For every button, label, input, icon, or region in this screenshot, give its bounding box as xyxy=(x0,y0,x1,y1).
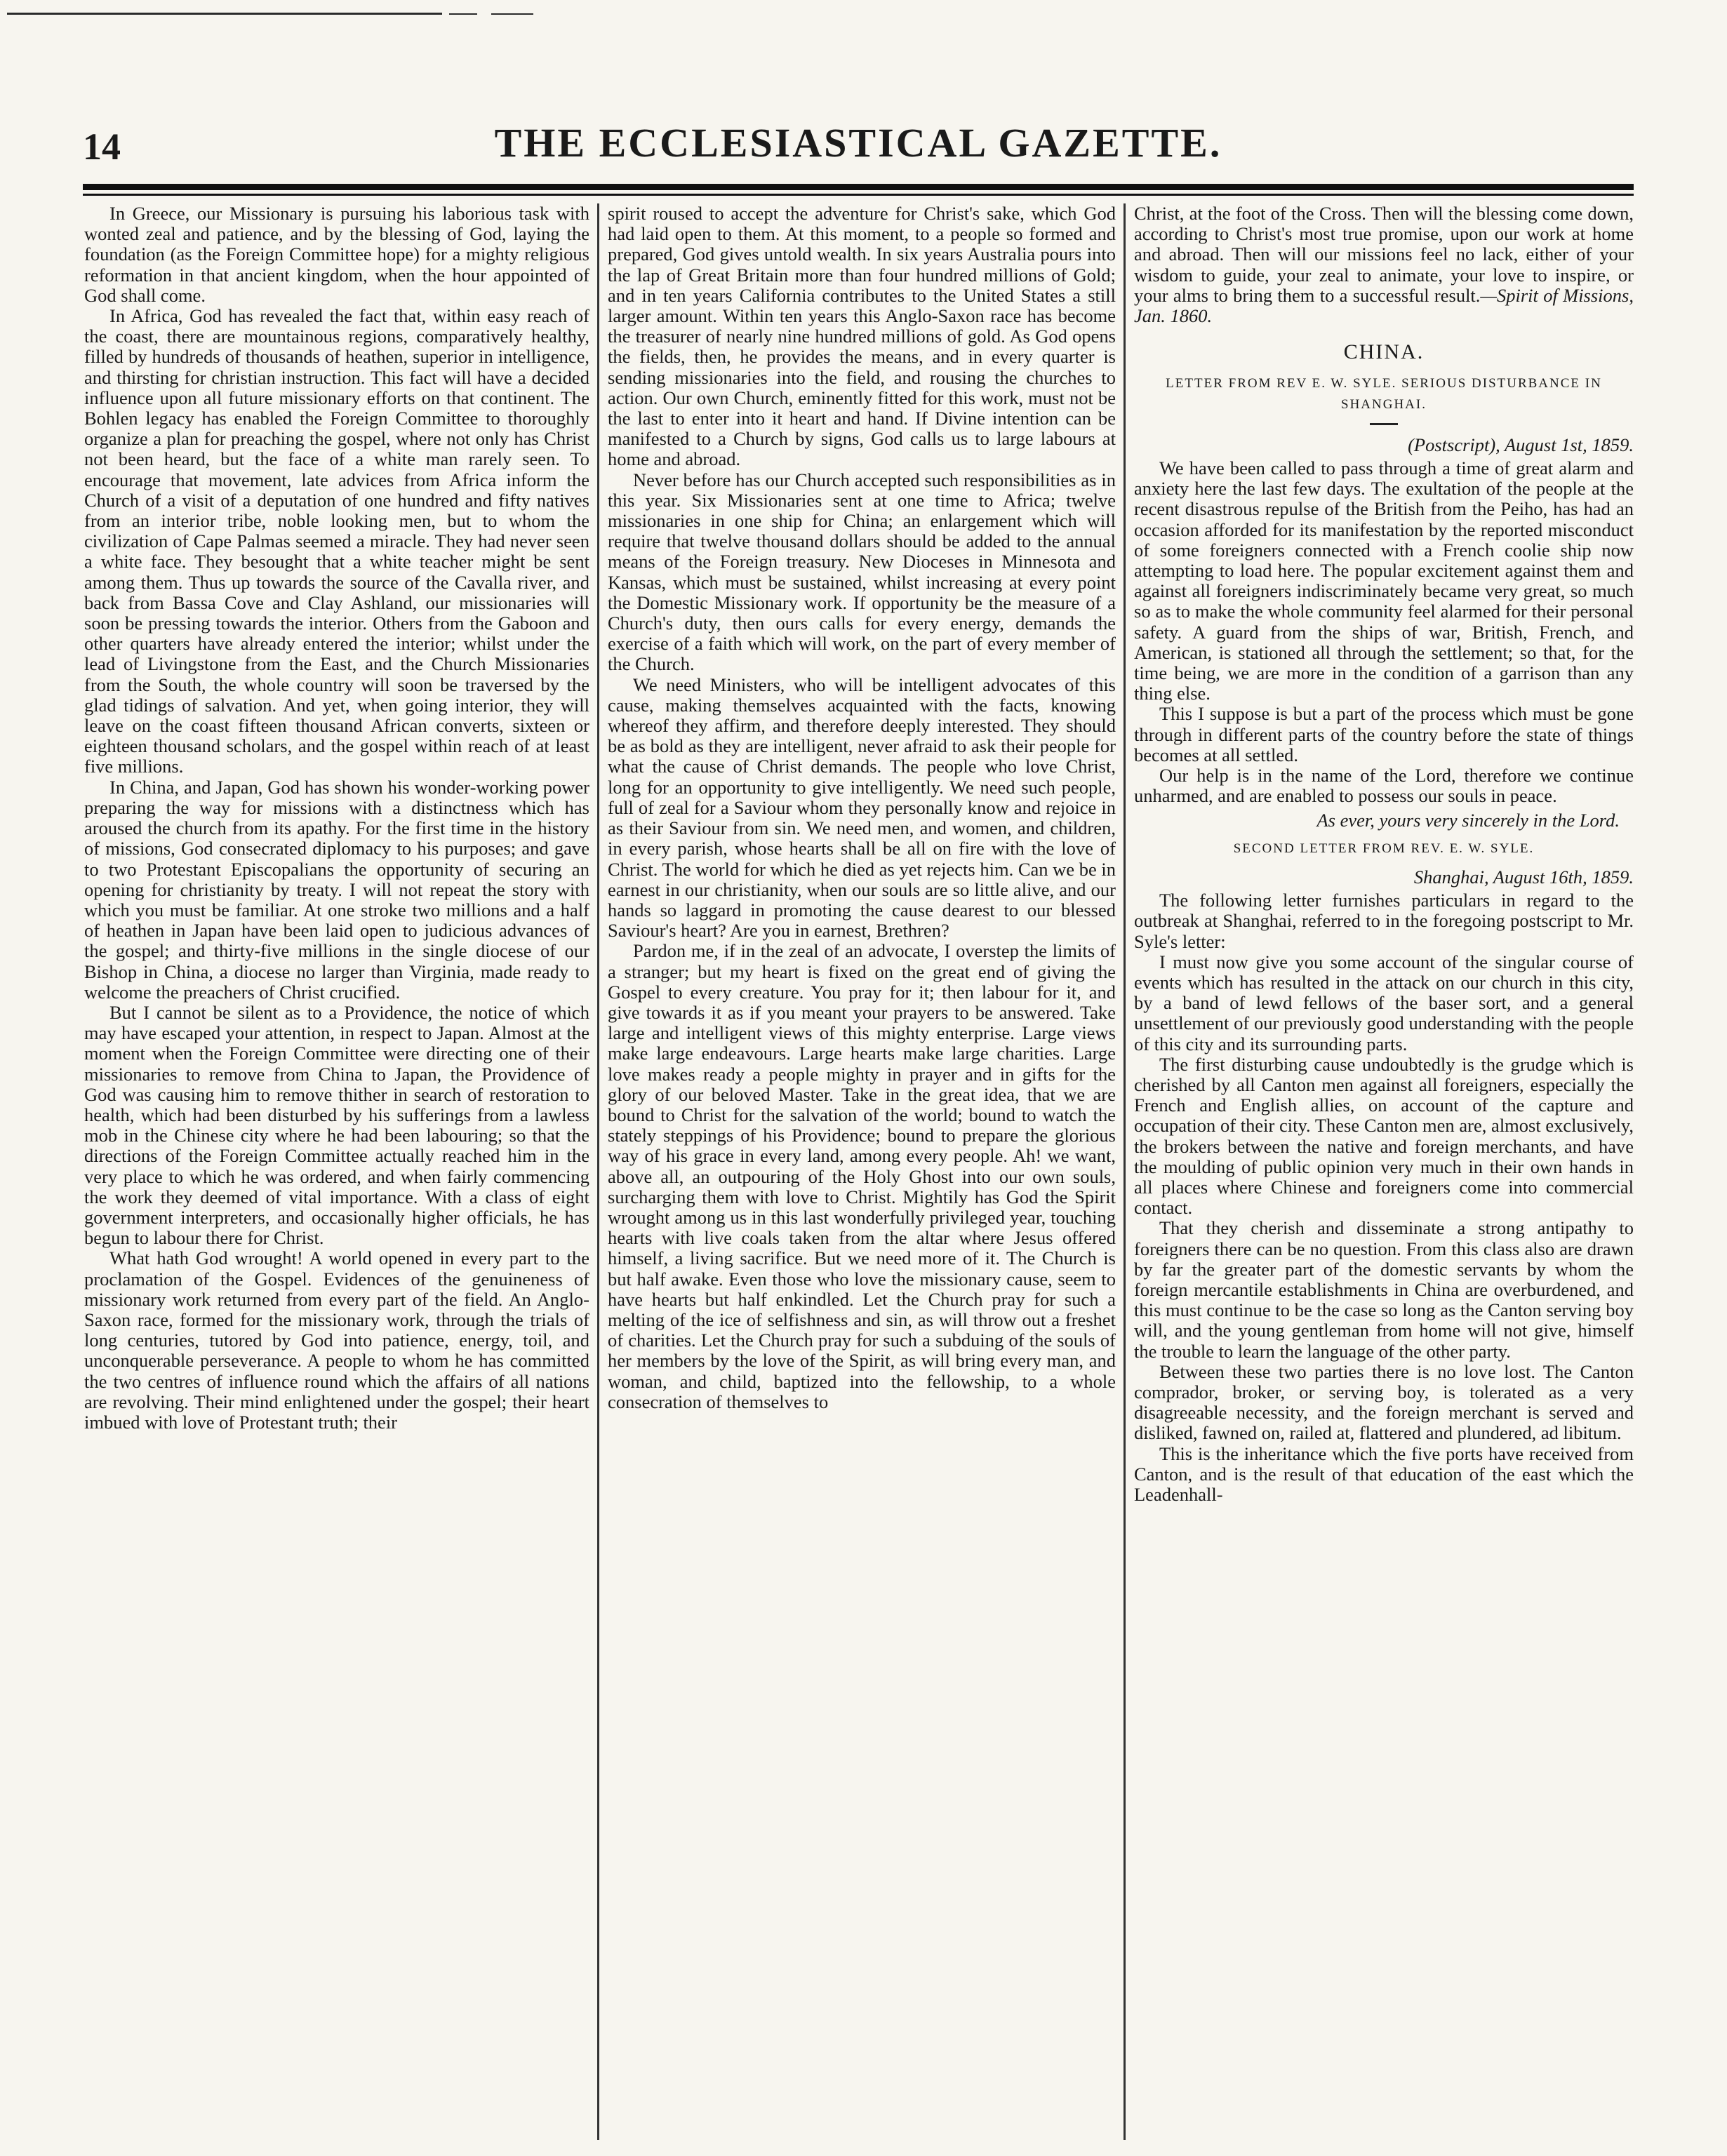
paragraph: We need Ministers, who will be intelligent advocates of this cause, making themselves acquainted with the facts, knowing whereof they affirm, and therefore deeply interested. They should be as bold as they are intelligent, never afraid to ask their people for what the cause of Christ demands. The people who love Christ, long for an opportunity to give intelligently. We need such people, full of zeal for a Saviour whom they personally know and rejoice in as their Saviour from sin. We need men, and women, and children, in every parish, whose hearts shall be all on fire with the love of Christ. The world for which he died as yet rejects him. Can we be in earnest in our christianity, when our souls are so little alive, and our hands so laggard in promoting the cause dearest to our blessed Saviour's heart? Are you in earnest, Brethren? xyxy=(608,674,1116,942)
column-3 xyxy=(1134,203,1634,2140)
paragraph: Our help is in the name of the Lord, therefore we continue unharmed, and are enabled to possess our souls in peace. xyxy=(1134,765,1634,807)
dateline: Shanghai, August 16th, 1859. xyxy=(1413,866,1634,888)
paragraph: What hath God wrought! A world opened in every part to the proclamation of the Gospel. Evidences of the genuineness of missionary work returned from every part of the field. An Anglo-Saxon race, formed for the missionary work, through the trials of long centuries, tutored by God into patience, energy, toil, and unconquerable perseverance. A people to whom he has committed the two centres of influence round which the affairs of all nations are revolving. Their mind enlightened under the gospel; their heart imbued with love of Protestant truth; their xyxy=(84,1247,589,1433)
page-number: 14 xyxy=(83,126,121,168)
page-header xyxy=(83,112,1634,182)
top-edge-rule xyxy=(449,13,477,15)
paragraph: We have been called to pass through a time of great alarm and anxiety here the last few days. The exultation of the people at the recent disastrous repulse of the British from the Peiho, has had an occasion afforded for its manifestation by the reported misconduct of some foreigners connected with a French coolie ship now attempting to load here. The popular excitement against them and against all foreigners indiscriminately became very great, so much so as to make the whole community feel alarmed for their personal safety. A guard from the ships of war, British, French, and American, is stationed all through the settlement; so that, for the time being, we are more in the condition of a garrison than any thing else. xyxy=(1134,457,1634,704)
paragraph: This is the inheritance which the five ports have received from Canton, and is the result of that education of the east which the Leadenhall- xyxy=(1134,1442,1634,1505)
header-rule xyxy=(83,184,1634,190)
top-edge-rule xyxy=(491,13,533,15)
paragraph-text: Christ, at the foot of the Cross. Then will the blessing come down, according to Christ's most true promise, upon our work at home and abroad. Then will our missions feel no lack, either of your wisdom to guide, your zeal to animate, your love to inspire, or your alms to bring them to a successful result. xyxy=(1134,203,1634,306)
paragraph xyxy=(1134,203,1634,326)
paragraph: I must now give you some account of the singular course of events which has resulted in the attack on our church in this city, by a band of lewd fellows of the baser sort, and a general unsettlement of our previously good understanding with the people of this city and its surrounding parts. xyxy=(1134,951,1634,1054)
section-subtitle: LETTER FROM REV E. W. SYLE. SERIOUS DISTURBANCE IN SHANGHAI. xyxy=(1166,376,1602,412)
source-citation: —Spirit of Missions, Jan. 1860. xyxy=(1134,284,1634,327)
header-rule xyxy=(83,194,1634,196)
column-divider xyxy=(1123,203,1126,2140)
column-divider xyxy=(597,203,599,2140)
paragraph: Pardon me, if in the zeal of an advocate, I overstep the limits of a stranger; but my heart is fixed on the great end of giving the Gospel to every creature. You pray for it; then labour for it, and give towards it as if you meant your prayers to be answered. Take large and intelligent views of this mighty enterprise. Large views make large endeavours. Large hearts make large charities. Large love makes ready a people mighty in prayer and in gifts for the glory of our beloved Master. Take in the great idea, that we are bound to Christ for the salvation of the world; bound to watch the stately steppings of his Providence; bound to prepare the glorious way of his grace in every land, among every people. Ah! we want, above all, an outpouring of the Holy Ghost into our own souls, surcharging them with love to Christ. Mightily has God the Spirit wrought among us in this last wonderfully privileged year, touching hearts with live coals taken from the altar where Jesus offered himself, a living sacrifice. But we need more of it. The Church is but half awake. Even those who love the missionary cause, seem to have hearts but half enkindled. Let the Church pray for such a melting of the ice of selfishness and sin, as will throw out a freshet of charities. Let the Church pray for such a subduing of the souls of her members by the love of the Spirit, as will bring every man, and woman, and child, baptized into the fellowship, to a whole consecration of themselves to xyxy=(608,940,1116,1412)
paragraph: The first disturbing cause undoubtedly is the grudge which is cherished by all Canton men against all foreigners, especially the French and English allies, on account of the capture and occupation of their city. These Canton men are, almost exclusively, the brokers between the native and foreign merchants, and have the moulding of public opinion very much in their own hands in all places where Chinese and foreigners come into commercial contact. xyxy=(1134,1053,1634,1219)
paragraph: In Africa, God has revealed the fact that, within easy reach of the coast, there are mountainous regions, comparatively healthy, filled by hundreds of thousands of heathen, superior in intelligence, and thirsting for christian instruction. This fact will have a decided influence upon all future missionary efforts on that continent. The Bohlen legacy has enabled the Foreign Committee to thoroughly organize a plan for preaching the gospel, where not only has Christ not been heard, but the face of a white man rarely seen. To encourage that movement, late advices from Africa inform the Church of a visit of a deputation of one hundred and fifty natives from an interior tribe, noble looking men, but to whom the civilization of Cape Palmas seemed a miracle. They had never seen a white face. They besought that a white teacher might be sent among them. Thus up towards the source of the Cavalla river, and back from Bassa Cove and Clay Ashland, our missionaries will soon be pressing towards the interior. Others from the Gaboon and other quarters have already entered the interior; whilst under the lead of Livingstone from the East, and the Church Missionaries from the South, the whole country will soon be traversed by the glad tidings of salvation. And yet, when going interior, they will leave on the coast fifteen thousand African converts, sixteen or eighteen thousand scholars, and the gospel within reach of at least five millions. xyxy=(84,305,589,777)
column-1 xyxy=(84,203,589,2140)
paragraph: In Greece, our Missionary is pursuing his laborious task with wonted zeal and patience, and by the blessing of God, laying the foundation (as the Foreign Committee hope) for a mighty religious reformation in that ancient kingdom, when the hour appointed of God shall come. xyxy=(84,203,589,306)
second-letter-title: SECOND LETTER FROM REV. E. W. SYLE. xyxy=(1233,841,1535,856)
paragraph: Between these two parties there is no love lost. The Canton comprador, broker, or serving boy, is tolerated as a very disagreeable necessity, and the foreign merchant is served and disliked, fawned on, railed at, flattered and plundered, ad libitum. xyxy=(1134,1360,1634,1444)
paragraph: That they cherish and disseminate a strong antipathy to foreigners there can be no question. From this class also are drawn by far the greater part of the domestic servants by whom the foreign mercantile establishments in China are overburdened, and this must continue to be the case so long as the Canton serving boy will, and the young gentleman from home will not give, himself the trouble to learn the language of the other party. xyxy=(1134,1217,1634,1362)
paragraph: Never before has our Church accepted such responsibilities as in this year. Six Missionaries sent at one time to Africa; twelve missionaries in one ship for China; an enlargement which will require that twelve thousand dollars should be added to the annual means of the Foreign treasury. New Dioceses in Minnesota and Kansas, which must be sustained, whilst increasing at every point the Domestic Missionary work. If opportunity be the measure of a Church's duty, then ours calls for every energy, demands the exercise of a faith which will work, on the part of every member of the Church. xyxy=(608,469,1116,675)
paragraph: This I suppose is but a part of the process which must be gone through in different parts of the country before the state of things becomes at all settled. xyxy=(1134,703,1634,765)
paragraph: But I cannot be silent as to a Providence, the notice of which may have escaped your attention, in respect to Japan. Almost at the moment when the Foreign Committee were directing one of their missionaries to remove from China to Japan, the Providence of God was causing him to remove thither in search of restoration to health, which had been disturbed by his sufferings from a lawless mob in the Chinese city where he had been labouring; so that the directions of the Foreign Committee actually reached him in the very place to which he was ordered, and when fairly commencing the work they deemed of vital importance. With a class of eight government interpreters, and occasionally higher officials, he has begun to labour there for Christ. xyxy=(84,1001,589,1249)
section-rule xyxy=(1370,423,1398,425)
paragraph: spirit roused to accept the adventure for Christ's sake, which God had laid open to them. At this moment, to a people so formed and prepared, God gives untold wealth. In six years Australia pours into the lap of Great Britain more than four hundred millions of Gold; and in ten years California contributes to the United States a still larger amount. Within ten years this Anglo-Saxon race has become the treasurer of nearly nine hundred millions of gold. As God opens the fields, then, he provides the means, and in every quarter is sending missionaries into the field, and rousing the churches to action. Our own Church, eminently fitted for this work, must not be the last to enter into it heart and hand. If Divine intention can be manifested to a Church by signs, God calls us to large labours at home and abroad. xyxy=(608,203,1116,470)
letter-signoff: As ever, yours very sincerely in the Lord. xyxy=(1316,810,1620,831)
top-edge-rule xyxy=(7,13,442,15)
column-2 xyxy=(608,203,1116,2140)
dateline: (Postscript), August 1st, 1859. xyxy=(1408,434,1634,455)
masthead-title: THE ECCLESIASTICAL GAZETTE. xyxy=(494,120,1222,166)
section-title: CHINA. xyxy=(1343,340,1425,364)
paragraph: The following letter furnishes particulars in regard to the outbreak at Shanghai, referred to in the foregoing postscript to Mr. Syle's letter: xyxy=(1134,890,1634,952)
paragraph: In China, and Japan, God has shown his wonder-working power preparing the way for missions with a distinctness which has aroused the church from its apathy. For the first time in the history of missions, God consecrated diplomacy to his purposes; and gave to two Protestant Episcopalians the opportunity of securing an opening for christianity by treaty. I will not repeat the story with which you must be familiar. At one stroke two millions and a half of heathen in Japan have been laid open to judicious advances of the gospel; and thirty-five millions in the single diocese of our Bishop in China, a diocese no larger than Virginia, made ready to welcome the preachers of Christ crucified. xyxy=(84,776,589,1003)
